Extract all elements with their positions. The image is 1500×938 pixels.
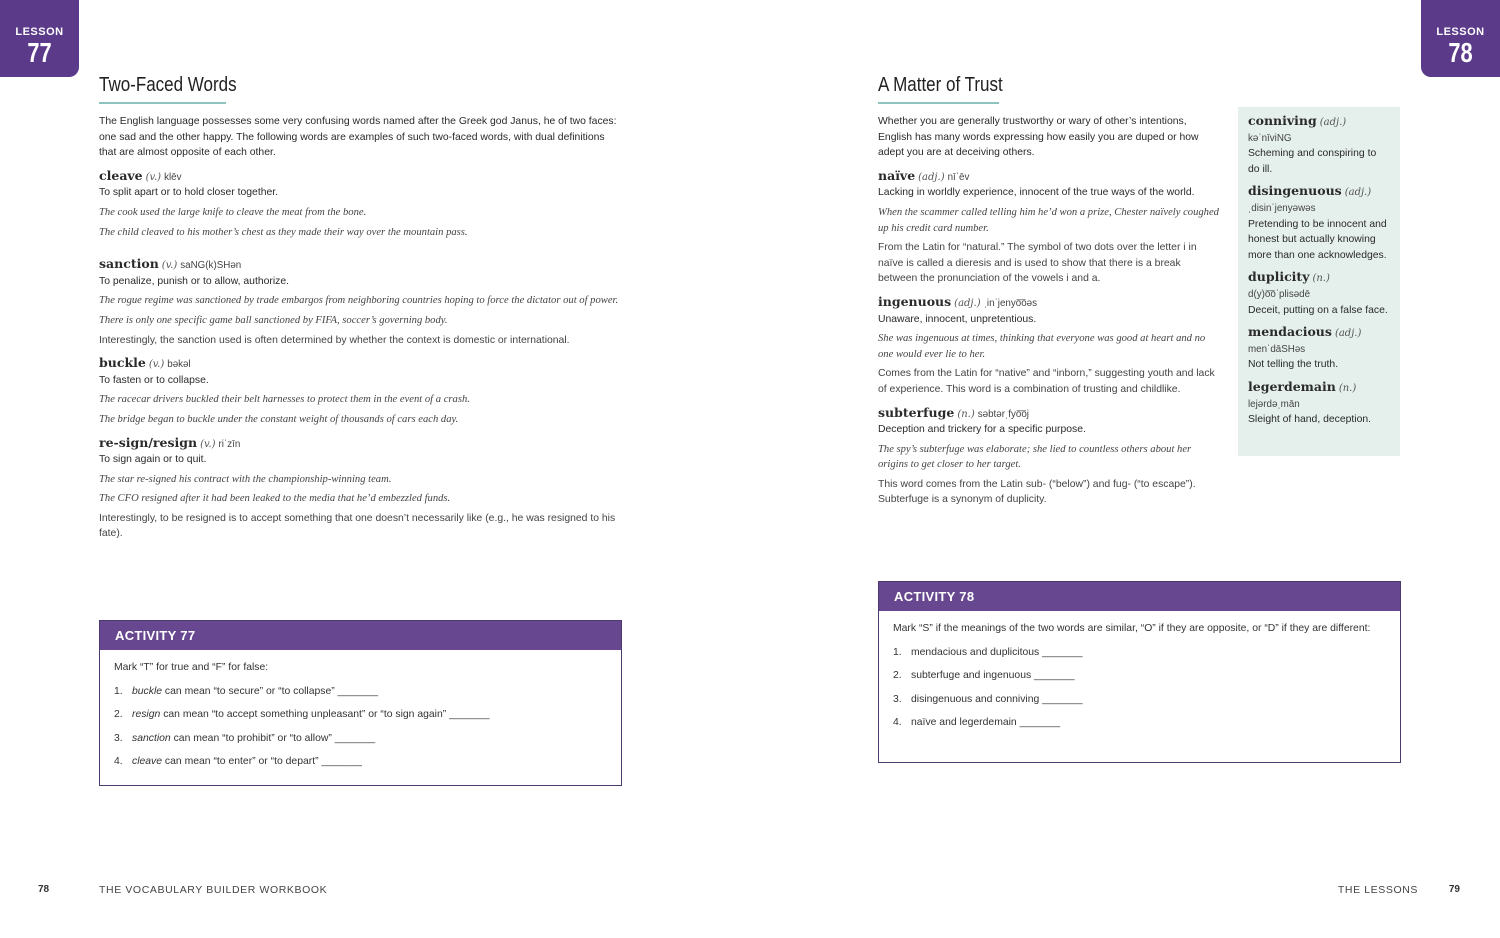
word-entries [99, 168, 619, 542]
usage-note: Interestingly, to be resigned is to accept something that one doesn’t necessarily like (e.g., he was resigned to his fate). [99, 512, 616, 540]
example-sentence: The CFO resigned after it had been leaked to the media that he’d embezzled funds. [99, 493, 451, 505]
headword: conniving [1248, 113, 1317, 128]
example-sentence: The rogue regime was sanctioned by trade embargos from neighboring countries hoping to force the dictator out of power. [99, 295, 619, 307]
word-entry [99, 256, 619, 348]
page-number: 78 [38, 884, 50, 895]
lesson-tab-78 [1421, 0, 1500, 77]
part-of-speech: (n.) [1312, 273, 1330, 285]
entry-headword-line [1248, 113, 1390, 131]
pronunciation: kəˈnīviNG [1248, 132, 1292, 144]
running-head: THE LESSONS [1337, 884, 1418, 896]
item-number: 3. [893, 693, 902, 705]
headword: buckle [99, 355, 146, 371]
left-text-column [99, 114, 619, 542]
pronunciation: d(y)o͞oˈplisədē [1248, 288, 1311, 300]
word-entry [878, 405, 1220, 509]
definition: Pretending to be innocent and honest but actually knowing more than one acknowledges. [1248, 218, 1387, 261]
pronunciation: klēv [164, 171, 182, 183]
definition: Unaware, innocent, unpretentious. [878, 313, 1037, 325]
item-number: 2. [893, 670, 902, 682]
entry-headword-line [99, 256, 619, 274]
activity-item [893, 668, 1386, 684]
entry-headword-line [878, 294, 1220, 312]
part-of-speech: (v.) [200, 438, 216, 450]
item-number: 2. [114, 709, 123, 721]
activity-box [99, 620, 622, 786]
headword: ingenuous [878, 293, 952, 309]
pronunciation: lejərdəˌmān [1248, 398, 1300, 410]
entry-headword-line [99, 435, 619, 453]
lesson-tab-label: LESSON [15, 26, 64, 38]
item-number: 1. [893, 646, 902, 658]
activity-title: ACTIVITY 77 [100, 621, 621, 650]
item-word: sanction [132, 732, 171, 744]
item-number: 1. [114, 685, 123, 697]
activity-item [114, 684, 607, 700]
lesson-title: Two-Faced Words [99, 74, 237, 96]
example-sentence: The star re-signed his contract with the championship-winning team. [99, 473, 392, 485]
item-number: 3. [114, 732, 123, 744]
part-of-speech: (v.) [161, 260, 178, 272]
word-entry [99, 355, 619, 427]
lesson-intro: Whether you are generally trustworthy or wary of other’s intentions, English has many words expressing how easily you are duped or how adept you are at deceiving others. [878, 116, 1199, 159]
example-sentence: When the scammer called telling him he’d won a prize, Chester naïvely coughed up his credit card number. [878, 206, 1219, 234]
lesson-tab-number: 78 [1448, 37, 1473, 68]
definition: Deceit, putting on a false face. [1248, 304, 1388, 316]
entry-headword-line [99, 168, 619, 186]
entry-headword-line [1248, 324, 1390, 342]
activity-item [893, 692, 1386, 708]
entry-headword-line [1248, 183, 1390, 201]
title-underline [878, 102, 999, 104]
item-number: 4. [893, 717, 902, 729]
definition: To fasten or to collapse. [99, 374, 209, 386]
part-of-speech: (adj.) [1319, 117, 1347, 128]
activity-item [114, 754, 607, 770]
item-text: mendacious and duplicitous _______ [911, 646, 1083, 658]
item-text: naïve and legerdemain _______ [911, 717, 1061, 729]
sidebar-entry [1248, 113, 1390, 177]
sidebar-entry [1248, 324, 1390, 373]
usage-note: This word comes from the Latin sub- (“below”) and fug- (“to escape”). Subterfuge is a synonym of duplicity. [878, 478, 1196, 506]
definition: Not telling the truth. [1248, 359, 1339, 371]
lesson-intro: The English language possesses some very confusing words named after the Greek god Janus, he of two faces: one sad and the other happy. The following words are examples of such two-faced words, with dual definitions that are almost opposite of each other. [99, 116, 617, 159]
item-text: can mean “to prohibit” or “to allow” _______ [170, 732, 376, 744]
word-entry [878, 168, 1220, 287]
part-of-speech: (adj.) [918, 171, 945, 183]
pronunciation: ˌdisinˈjenyəwəs [1248, 202, 1316, 214]
definition: To penalize, punish or to allow, authorize. [99, 275, 290, 287]
lesson-tab-77 [0, 0, 79, 77]
running-head: THE VOCABULARY BUILDER WORKBOOK [99, 884, 328, 896]
item-text: can mean “to accept something unpleasant” or “to sign again” _______ [160, 709, 490, 721]
part-of-speech: (n.) [1338, 382, 1357, 394]
pronunciation: ˌinˈjenyo͞oəs [983, 297, 1037, 309]
item-word: cleave [132, 756, 163, 768]
word-entries [878, 168, 1220, 508]
pronunciation: səbtərˌfyo͞oj [977, 408, 1029, 420]
pronunciation: nīˈēv [947, 171, 970, 183]
activity-items [893, 645, 1386, 731]
part-of-speech: (adj.) [1334, 328, 1362, 340]
lesson-title: A Matter of Trust [878, 74, 1003, 96]
example-sentence: She was ingenuous at times, thinking that everyone was good at heart and no one would ever lie to her. [878, 333, 1206, 360]
entry-headword-line [1248, 379, 1390, 397]
headword: sanction [99, 256, 159, 272]
usage-note: From the Latin for “natural.” The symbol of two dots over the letter i in naïve is called a dieresis and is used to show that there is a break between the pronunciation of the vowels i and a. [878, 242, 1197, 285]
definition: Scheming and conspiring to do ill. [1248, 148, 1377, 175]
activity-item [893, 715, 1386, 731]
lesson-tab-number: 77 [27, 37, 52, 68]
headword: naïve [878, 167, 916, 183]
part-of-speech: (adj.) [1344, 187, 1372, 199]
lesson-tab-label: LESSON [1436, 26, 1485, 38]
headword: re-sign/resign [99, 434, 198, 450]
example-sentence: The bridge began to buckle under the constant weight of thousands of cars each day. [99, 413, 459, 425]
pronunciation: bəkəl [167, 359, 191, 371]
sidebar-entry [1248, 269, 1390, 318]
item-text: subterfuge and ingenuous _______ [911, 670, 1075, 682]
page-number: 79 [1448, 884, 1460, 895]
definition: To split apart or to hold closer together. [99, 187, 279, 199]
activity-item [114, 707, 607, 723]
sidebar-list [1238, 107, 1400, 428]
word-entry [878, 294, 1220, 398]
entry-headword-line [99, 355, 619, 373]
example-sentence: The spy’s subterfuge was elaborate; she lied to countless others about her origins to get closer to her target. [878, 443, 1192, 471]
item-word: buckle [132, 685, 163, 697]
example-sentence: There is only one specific game ball sanctioned by FIFA, soccer’s governing body. [99, 314, 448, 326]
item-text: can mean “to enter” or “to depart” _______ [162, 756, 362, 768]
example-sentence: The child cleaved to his mother’s chest as they made their way over the mountain pass. [99, 226, 468, 238]
headword: disingenuous [1248, 183, 1342, 199]
related-words-sidebar [1238, 107, 1400, 456]
sidebar-entry [1248, 379, 1390, 428]
entry-headword-line [1248, 269, 1390, 287]
headword: cleave [99, 167, 143, 183]
example-sentence: The cook used the large knife to cleave the meat from the bone. [99, 206, 367, 218]
item-text: can mean “to secure” or “to collapse” _______ [162, 685, 379, 697]
title-underline [99, 102, 226, 104]
definition: Deception and trickery for a specific purpose. [878, 424, 1086, 436]
usage-note: Comes from the Latin for “native” and “inborn,” suggesting youth and lack of experience. This word is a combination of trusting and childlike. [878, 368, 1215, 395]
headword: subterfuge [878, 404, 955, 420]
definition: To sign again or to quit. [99, 454, 207, 466]
item-text: disingenuous and conniving _______ [911, 693, 1083, 705]
headword: duplicity [1248, 269, 1310, 285]
part-of-speech: (v.) [145, 171, 162, 183]
entry-headword-line [878, 405, 1220, 423]
part-of-speech: (adj.) [954, 297, 981, 309]
example-sentence: The racecar drivers buckled their belt harnesses to protect them in the event of a crash. [99, 394, 470, 406]
activity-title: ACTIVITY 78 [879, 582, 1400, 611]
word-entry [99, 168, 619, 240]
pronunciation: riˈzīn [218, 438, 241, 450]
activity-item [893, 645, 1386, 661]
definition: Lacking in worldly experience, innocent of the true ways of the world. [878, 187, 1195, 199]
right-text-column [878, 114, 1220, 508]
activity-items [114, 684, 607, 770]
headword: legerdemain [1248, 378, 1336, 394]
word-entry [99, 435, 619, 543]
part-of-speech: (v.) [148, 359, 165, 371]
usage-note: Interestingly, the sanction used is often determined by whether the context is domestic or international. [99, 334, 570, 346]
activity-box [878, 581, 1401, 763]
activity-item [114, 731, 607, 747]
entry-headword-line [878, 168, 1220, 186]
activity-instructions: Mark “S” if the meanings of the two words are similar, “O” if they are opposite, or “D” if they are different: [893, 623, 1371, 634]
definition: Sleight of hand, deception. [1248, 414, 1372, 426]
item-number: 4. [114, 756, 123, 768]
part-of-speech: (n.) [957, 408, 975, 420]
headword: mendacious [1248, 324, 1332, 340]
sidebar-entry [1248, 183, 1390, 263]
pronunciation: menˈdāSHəs [1248, 343, 1306, 355]
pronunciation: saNG(k)SHən [180, 260, 242, 272]
item-word: resign [132, 709, 161, 721]
activity-instructions: Mark “T” for true and “F” for false: [114, 662, 269, 673]
